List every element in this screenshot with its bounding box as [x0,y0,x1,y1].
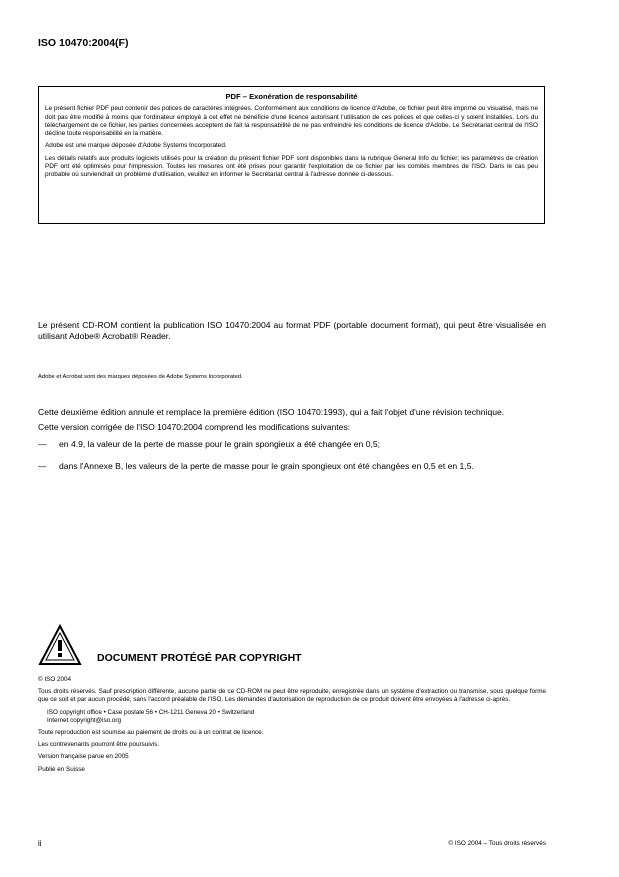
list-item-text: dans l'Annexe B, les valeurs de la perte de masse pour le grain spongieux ont été changées en 0,5 et en 1,5. [59,461,474,471]
footer-copyright: © ISO 2004 – Tous droits réservés [448,840,546,847]
copyright-year: © ISO 2004 [38,676,71,683]
dash-marker: — [38,439,47,449]
page-number: ii [38,839,42,848]
copyright-rights: Tous droits réservés. Sauf prescription différente, aucune partie de ce CD-ROM ne peut être reproduite, enregistrée dans un système d'extraction ou transmise, sous quelque forme que ce soit et par aucun procédé, sans l'accord préalable de l'ISO. Les demandes d'autorisation de reproduction de ce produit doivent être envoyées à l'adresse ci-après. [38,688,546,704]
copyright-internet: Internet copyright@iso.org [47,716,121,724]
warning-triangle-icon [38,624,82,666]
cdrom-text: Le présent CD-ROM contient la publication ISO 10470:2004 au format PDF (portable document format), qui peut être visualisée en utilisant Adobe® Acrobat® Reader. [38,320,546,341]
copyright-line-1: Toute reproduction est soumise au paiement de droits ou à un contrat de licence. [38,729,264,737]
disclaimer-title: PDF – Exonération de responsabilité [225,92,358,101]
edition-section [38,407,546,472]
copyright-line-2: Les contrevenants pourront être poursuivis. [38,741,160,749]
disclaimer-paragraph-2: Adobe est une marque déposée d'Adobe Systems Incorporated. [45,142,227,150]
copyright-address: ISO copyright office • Case postale 56 • CH-1211 Geneva 20 • Switzerland [47,708,255,716]
copyright-title: DOCUMENT PROTÉGÉ PAR COPYRIGHT [97,652,302,664]
cdrom-section [38,320,546,342]
list-item [38,461,546,472]
edition-paragraph-2: Cette version corrigée de l'ISO 10470:2004 comprend les modifications suivantes: [38,422,351,432]
trademark-note: Adobe et Acrobat sont des marques déposées de Adobe Systems Incorporated. [38,374,243,380]
copyright-line-3: Version française parue en 2005 [38,753,129,761]
list-item [38,439,546,450]
pdf-disclaimer-box [38,86,545,224]
copyright-section [38,676,546,774]
edition-paragraph-1: Cette deuxième édition annule et remplace la première édition (ISO 10470:1993), qui a fait l'objet d'une révision technique. [38,407,505,417]
copyright-line-4: Publié en Suisse [38,765,85,773]
dash-marker: — [38,461,47,471]
disclaimer-paragraph-1: Le présent fichier PDF peut contenir des polices de caractères intégrées. Conformément aux conditions de licence d'Adobe, ce fichier peut être imprimé ou visualisé, mais ne doit pas être modifié à moins que l'ordinateur employé à cet effet ne bénéficie d'une licence autorisant l'utilisation de ces polices et que celles-ci y soient installées. Lors du téléchargement de ce fichier, les parties concernées acceptent de fait la responsabilité de ne pas enfreindre les conditions de licence d'Adobe. Le Secrétariat central de l'ISO décline toute responsabilité en la matière. [45,105,538,138]
document-id-header: ISO 10470:2004(F) [38,37,129,49]
disclaimer-paragraph-3: Les détails relatifs aux produits logiciels utilisés pour la création du présent fichier PDF sont disponibles dans la rubrique General Info du fichier; les paramètres de création PDF ont été optimisés pour l'impression. Toutes les mesures ont été prises pour garantir l'exploitation de ce fichier par les comités membres de l'ISO. Dans le cas peu probable où surviendrait un problème d'utilisation, veuillez en informer le Secrétariat central à l'adresse donnée ci-dessous. [45,154,538,179]
list-item-text: en 4.9, la valeur de la perte de masse pour le grain spongieux a été changée en 0,5; [59,439,381,449]
